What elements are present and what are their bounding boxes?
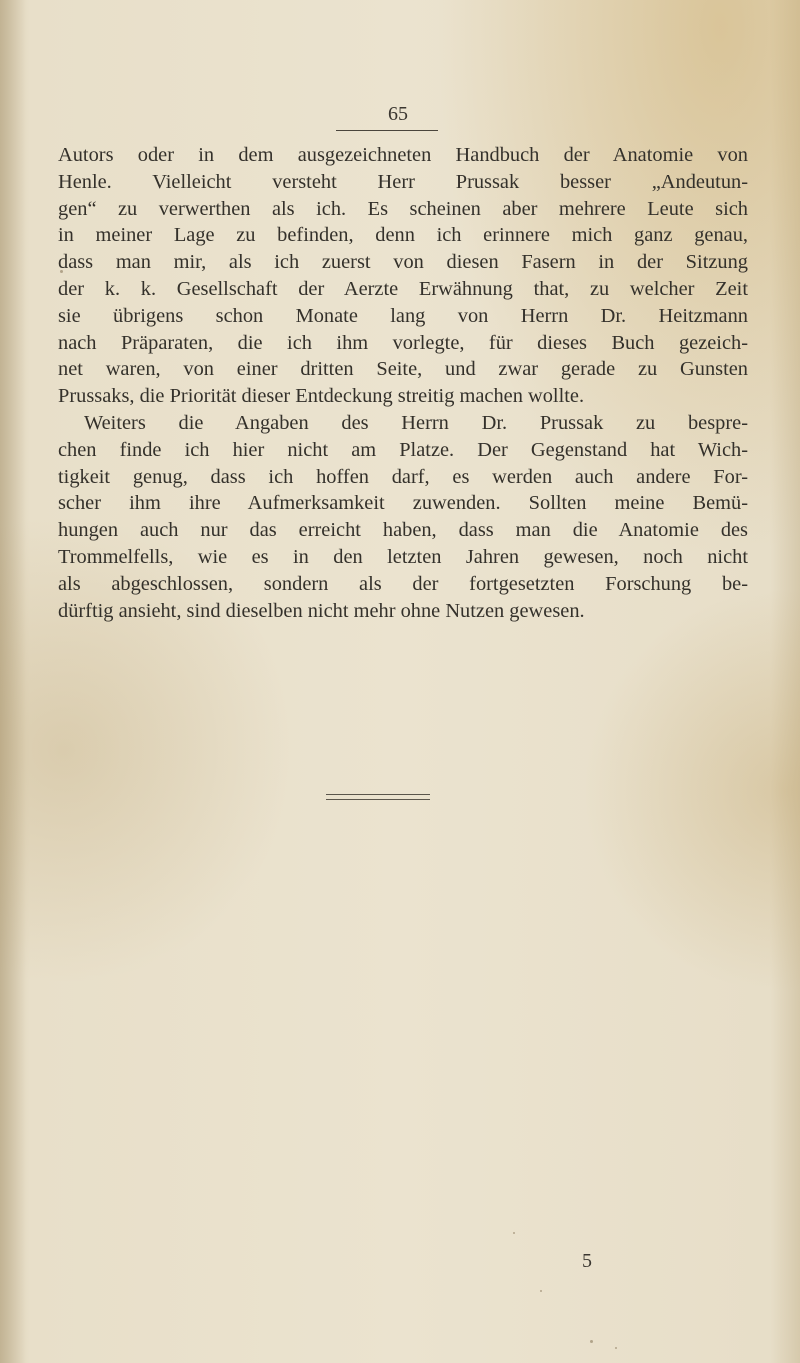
end-of-section-double-rule [326,794,430,800]
text-line: scher ihm ihre Aufmerksamkeit zuwenden. Sollten meine Bemü- [58,492,748,515]
text-line: sie übrigens schon Monate lang von Herrn Dr. Heitzmann [58,304,748,327]
paper-speck [590,1340,593,1343]
body-text [58,142,748,624]
paper-speck [540,1290,542,1292]
text-line: dass man mir, als ich zuerst von diesen Fasern in der Sitzung [58,251,748,274]
text-line: der k. k. Gesellschaft der Aerzte Erwähnung that, zu welcher Zeit [58,277,748,300]
text-line: als abgeschlossen, sondern als der fortgesetzten Forschung be- [58,572,748,595]
printer-signature-mark: 5 [582,1250,592,1272]
rule-line [326,799,430,800]
paper-speck [513,1232,515,1234]
text-line: in meiner Lage zu befinden, denn ich erinnere mich ganz genau, [58,224,748,247]
text-line: Prussaks, die Priorität dieser Entdeckung streitig machen wollte. [58,385,585,408]
text-line: dürftig ansieht, sind dieselben nicht mehr ohne Nutzen gewesen. [58,599,585,622]
page-number-rule [336,130,438,131]
text-line: Henle. Vielleicht versteht Herr Prussak besser „Andeutun- [58,170,748,193]
text-line: Weiters die Angaben des Herrn Dr. Prussak zu bespre- [84,411,748,434]
text-line: chen finde ich hier nicht am Platze. Der Gegenstand hat Wich- [58,438,748,461]
page-edge-shadow [0,0,26,1363]
text-line: Autors oder in dem ausgezeichneten Handbuch der Anatomie von [58,144,748,166]
text-line: nach Präparaten, die ich ihm vorlegte, für dieses Buch gezeich- [58,331,748,354]
text-line: gen“ zu verwerthen als ich. Es scheinen aber mehrere Leute sich [58,197,748,220]
text-line: tigkeit genug, dass ich hoffen darf, es werden auch andere For- [58,465,748,488]
text-line: Trommelfells, wie es in den letzten Jahren gewesen, noch nicht [58,545,748,568]
paper-speck [615,1347,617,1349]
paper-speck [60,270,63,273]
page-number: 65 [388,103,408,125]
text-line: net waren, von einer dritten Seite, und zwar gerade zu Gunsten [58,358,748,381]
rule-line [326,794,430,795]
text-line: hungen auch nur das erreicht haben, dass man die Anatomie des [58,519,748,542]
